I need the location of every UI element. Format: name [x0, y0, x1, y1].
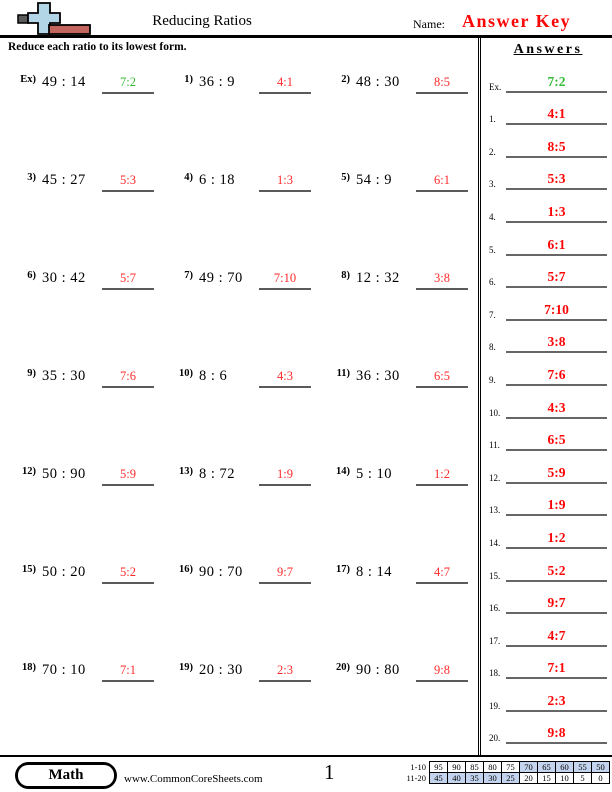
- answer-row: [489, 125, 607, 158]
- answer-row-line: [506, 692, 607, 712]
- answer-blank-line: [259, 465, 311, 486]
- answer-row-value: 6:5: [547, 432, 566, 448]
- answer-value: 4:7: [434, 565, 450, 579]
- problems-grid: [0, 61, 478, 747]
- problem-number-label: 9): [27, 368, 36, 379]
- answer-row-label: 10.: [489, 407, 501, 418]
- answer-row-label: 20.: [489, 733, 501, 744]
- score-cell: 85: [466, 762, 484, 773]
- problem-item: [169, 453, 322, 551]
- answer-blank-line: [416, 465, 468, 486]
- answer-blank-line: [259, 73, 311, 94]
- answer-row: [489, 614, 607, 647]
- answer-row-line: [506, 562, 607, 582]
- answer-row-value: 4:1: [547, 106, 566, 122]
- answer-row-line: [506, 724, 607, 744]
- page-number: 1: [324, 760, 335, 784]
- problem-item: [12, 453, 165, 551]
- subject-badge-label: Math: [18, 765, 114, 786]
- answer-blank-line: [416, 269, 468, 290]
- answer-blank-line: [102, 465, 154, 486]
- answers-heading: Answers: [513, 42, 583, 57]
- answer-row-label: 13.: [489, 505, 501, 516]
- problem-number-label: 13): [179, 466, 193, 477]
- answer-row: [489, 549, 607, 582]
- answers-list: [489, 60, 607, 744]
- answer-value: 5:9: [120, 467, 136, 481]
- problem-ratio: 90 : 70: [199, 564, 243, 580]
- answer-row-value: 7:2: [547, 73, 566, 89]
- problem-item: [326, 649, 479, 747]
- answer-row-line: [506, 659, 607, 679]
- name-label: Name:: [413, 17, 445, 31]
- answer-row-label: 18.: [489, 668, 501, 679]
- answer-row-value: 9:8: [547, 725, 566, 741]
- problem-number-label: 18): [22, 662, 36, 673]
- problem-ratio: 45 : 27: [42, 172, 86, 188]
- answer-row-line: [506, 627, 607, 647]
- answer-row: [489, 484, 607, 517]
- answer-blank-line: [259, 269, 311, 290]
- score-cell: 70: [520, 762, 538, 773]
- answer-row-label: 17.: [489, 635, 501, 646]
- score-row-label: 11-20: [406, 773, 426, 783]
- problem-ratio: 12 : 32: [356, 270, 400, 286]
- answer-value: 5:7: [120, 271, 136, 285]
- problem-number-label: 5): [341, 172, 350, 183]
- answer-row-line: [506, 594, 607, 614]
- answer-blank-line: [416, 73, 468, 94]
- score-cell: 55: [574, 762, 592, 773]
- answer-value: 9:7: [277, 565, 293, 579]
- answer-row: [489, 321, 607, 354]
- answer-row-label: 12.: [489, 472, 501, 483]
- score-cell: 75: [502, 762, 520, 773]
- problem-ratio: 30 : 42: [42, 270, 86, 286]
- answer-row-value: 9:7: [547, 595, 566, 611]
- score-cell: 95: [430, 762, 448, 773]
- problem-item: [12, 649, 165, 747]
- answer-row-line: [506, 366, 607, 386]
- answer-row-value: 2:3: [547, 692, 566, 708]
- answer-row-value: 1:3: [547, 203, 566, 219]
- answer-row-label: 6.: [489, 277, 496, 288]
- score-cell: 80: [484, 762, 502, 773]
- problem-number-label: 4): [184, 172, 193, 183]
- problem-ratio: 70 : 10: [42, 662, 86, 678]
- problem-number-label: 14): [336, 466, 350, 477]
- answer-row-line: [506, 464, 607, 484]
- score-cell: 50: [592, 762, 610, 773]
- problem-number-label: 10): [179, 368, 193, 379]
- score-cell: 35: [466, 773, 484, 784]
- answer-value: 3:8: [434, 271, 450, 285]
- answer-row: [489, 647, 607, 680]
- problem-ratio: 36 : 30: [356, 368, 400, 384]
- answer-value: 7:2: [120, 75, 136, 89]
- answer-row-label: 5.: [489, 244, 496, 255]
- answer-blank-line: [259, 563, 311, 584]
- score-cell: 25: [502, 773, 520, 784]
- score-cell: 65: [538, 762, 556, 773]
- answer-row-line: [506, 496, 607, 516]
- answer-row-line: [506, 138, 607, 158]
- plus-and-block-icon: [14, 2, 92, 35]
- problem-ratio: 49 : 14: [42, 74, 86, 90]
- page-title: Reducing Ratios: [152, 13, 252, 29]
- problem-ratio: 50 : 90: [42, 466, 86, 482]
- answer-row-value: 8:5: [547, 138, 566, 154]
- score-cell: 5: [574, 773, 592, 784]
- answer-row-label: 15.: [489, 570, 501, 581]
- answer-value: 6:1: [434, 173, 450, 187]
- answer-row-line: [506, 170, 607, 190]
- answer-row-value: 6:1: [547, 236, 566, 252]
- problem-item: [169, 159, 322, 257]
- problem-item: [326, 551, 479, 649]
- problem-item: [326, 61, 479, 159]
- answer-row-value: 7:10: [544, 301, 569, 317]
- score-cell: 30: [484, 773, 502, 784]
- answer-blank-line: [259, 367, 311, 388]
- answer-row: [489, 582, 607, 615]
- answer-row: [489, 353, 607, 386]
- problem-ratio: 20 : 30: [199, 662, 243, 678]
- problem-ratio: 36 : 9: [199, 74, 236, 90]
- answer-value: 7:10: [273, 271, 297, 285]
- answer-row-label: 2.: [489, 146, 496, 157]
- answer-row-line: [506, 73, 607, 93]
- answer-row-value: 7:6: [547, 366, 566, 382]
- score-row-label: 1-10: [410, 762, 426, 772]
- answer-row: [489, 60, 607, 93]
- answer-row-value: 1:2: [547, 529, 566, 545]
- problem-item: [169, 355, 322, 453]
- answer-row-value: 5:9: [547, 464, 566, 480]
- score-cell: 0: [592, 773, 610, 784]
- answer-row-line: [506, 268, 607, 288]
- answer-row: [489, 712, 607, 745]
- answer-key-text: Answer Key: [462, 11, 572, 31]
- problem-ratio: 8 : 72: [199, 466, 236, 482]
- answer-blank-line: [102, 563, 154, 584]
- answer-value: 6:5: [434, 369, 450, 383]
- problem-number-label: 16): [179, 564, 193, 575]
- problem-item: [169, 257, 322, 355]
- problem-number-label: 19): [179, 662, 193, 673]
- answer-row-value: 7:1: [547, 660, 566, 676]
- answer-row-label: 3.: [489, 179, 496, 190]
- answer-row-label: 8.: [489, 342, 496, 353]
- answer-row: [489, 190, 607, 223]
- answer-value: 1:9: [277, 467, 293, 481]
- answer-value: 8:5: [434, 75, 450, 89]
- score-cell: 60: [556, 762, 574, 773]
- answer-value: 9:8: [434, 663, 450, 677]
- problem-item: [169, 649, 322, 747]
- problem-ratio: 48 : 30: [356, 74, 400, 90]
- problem-item: [12, 355, 165, 453]
- score-cell: 90: [448, 762, 466, 773]
- answer-row: [489, 223, 607, 256]
- header: [0, 0, 612, 38]
- answer-row-line: [506, 301, 607, 321]
- answer-row-label: 11.: [489, 440, 500, 451]
- answer-value: 4:1: [277, 75, 293, 89]
- score-cell: 20: [520, 773, 538, 784]
- answer-row-label: 14.: [489, 537, 501, 548]
- problem-number-label: 2): [341, 74, 350, 85]
- problem-number-label: 1): [184, 74, 193, 85]
- score-table: [400, 761, 610, 784]
- content: [0, 38, 612, 755]
- answer-row: [489, 288, 607, 321]
- problem-item: [12, 257, 165, 355]
- answer-blank-line: [416, 367, 468, 388]
- answer-value: 7:6: [120, 369, 136, 383]
- answer-blank-line: [416, 171, 468, 192]
- answer-row-value: 5:2: [547, 562, 566, 578]
- problem-number-label: 6): [27, 270, 36, 281]
- problem-number-label: 12): [22, 466, 36, 477]
- problem-item: [326, 159, 479, 257]
- footer: [0, 755, 612, 792]
- problem-ratio: 8 : 6: [199, 368, 228, 384]
- problem-ratio: 5 : 10: [356, 466, 393, 482]
- answer-row-value: 5:3: [547, 171, 566, 187]
- problem-number-label: 17): [336, 564, 350, 575]
- answer-blank-line: [416, 661, 468, 682]
- answer-value: 7:1: [120, 663, 136, 677]
- answer-row: [489, 419, 607, 452]
- answer-row-label: 1.: [489, 114, 496, 125]
- commoncoresheets-logo-icon: [14, 2, 92, 40]
- answers-panel: [478, 38, 612, 755]
- problem-item: [169, 551, 322, 649]
- main-area: [0, 38, 478, 755]
- answer-row-label: 7.: [489, 309, 496, 320]
- answer-blank-line: [102, 367, 154, 388]
- problem-number-label: 15): [22, 564, 36, 575]
- score-cell: 10: [556, 773, 574, 784]
- answer-blank-line: [102, 73, 154, 94]
- answer-row-line: [506, 431, 607, 451]
- answer-row-line: [506, 105, 607, 125]
- problem-item: [326, 355, 479, 453]
- problem-ratio: 90 : 80: [356, 662, 400, 678]
- subject-badge: [15, 762, 117, 789]
- answer-value: 2:3: [277, 663, 293, 677]
- answer-blank-line: [416, 563, 468, 584]
- answer-row-line: [506, 399, 607, 419]
- score-cell: 45: [430, 773, 448, 784]
- website-url: www.CommonCoreSheets.com: [124, 773, 263, 785]
- answer-row-value: 3:8: [547, 334, 566, 350]
- answer-blank-line: [259, 171, 311, 192]
- problem-item: [12, 159, 165, 257]
- score-cell: 15: [538, 773, 556, 784]
- answer-row-value: 1:9: [547, 497, 566, 513]
- problem-ratio: 54 : 9: [356, 172, 393, 188]
- answer-row-value: 4:7: [547, 627, 566, 643]
- answer-row: [489, 256, 607, 289]
- problem-item: [326, 257, 479, 355]
- problem-ratio: 49 : 70: [199, 270, 243, 286]
- problem-number-label: 11): [336, 368, 350, 379]
- answer-row-label: 4.: [489, 211, 496, 222]
- answer-value: 5:2: [120, 565, 136, 579]
- answer-row-value: 5:7: [547, 269, 566, 285]
- answer-row-line: [506, 529, 607, 549]
- score-table-row: [400, 773, 610, 784]
- answer-value: 1:3: [277, 173, 293, 187]
- problem-ratio: 6 : 18: [199, 172, 236, 188]
- answer-row-label: 9.: [489, 374, 496, 385]
- answer-row-value: 4:3: [547, 399, 566, 415]
- answer-blank-line: [102, 269, 154, 290]
- score-table-row: [400, 762, 610, 773]
- answer-row-label: 19.: [489, 700, 501, 711]
- score-cell: 40: [448, 773, 466, 784]
- problem-item: [326, 453, 479, 551]
- answer-value: 5:3: [120, 173, 136, 187]
- problem-number-label: 20): [336, 662, 350, 673]
- answer-value: 1:2: [434, 467, 450, 481]
- answer-blank-line: [102, 661, 154, 682]
- answer-row: [489, 516, 607, 549]
- answer-row: [489, 451, 607, 484]
- answer-row: [489, 679, 607, 712]
- answer-row: [489, 93, 607, 126]
- answer-row-line: [506, 333, 607, 353]
- problem-number-label: 3): [27, 172, 36, 183]
- problem-ratio: 35 : 30: [42, 368, 86, 384]
- answer-row: [489, 386, 607, 419]
- problem-ratio: 8 : 14: [356, 564, 393, 580]
- answer-blank-line: [259, 661, 311, 682]
- answer-row: [489, 158, 607, 191]
- problem-ratio: 50 : 20: [42, 564, 86, 580]
- answer-value: 4:3: [277, 369, 293, 383]
- problem-number-label: 8): [341, 270, 350, 281]
- problem-number-label: Ex): [20, 74, 36, 85]
- problem-item: [12, 61, 165, 159]
- answer-row-line: [506, 203, 607, 223]
- answer-row-label: 16.: [489, 603, 501, 614]
- problem-item: [12, 551, 165, 649]
- answer-row-line: [506, 236, 607, 256]
- problem-number-label: 7): [184, 270, 193, 281]
- instruction-text: Reduce each ratio to its lowest form.: [8, 41, 187, 53]
- problem-item: [169, 61, 322, 159]
- answer-row-label: Ex.: [489, 81, 502, 92]
- answer-blank-line: [102, 171, 154, 192]
